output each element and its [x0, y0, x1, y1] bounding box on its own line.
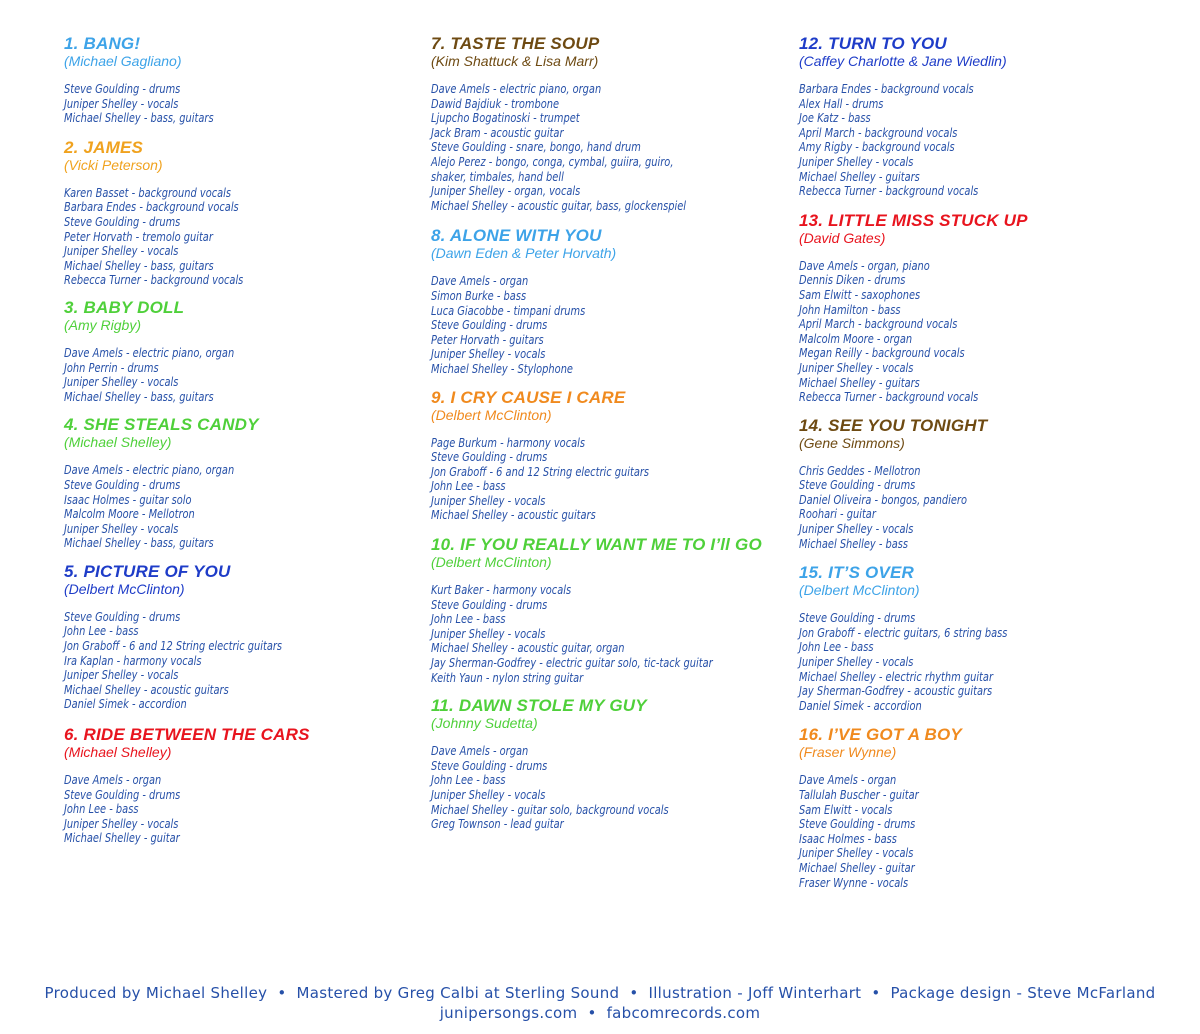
musician-credit: Steve Goulding - drums: [799, 611, 916, 626]
musician-credit: Michael Shelley - guitar: [64, 831, 180, 846]
track-writer: (Johnny Sudetta): [431, 715, 538, 732]
musician-credit: Alex Hall - drums: [799, 96, 884, 111]
musician-credit: Karen Basset - background vocals: [64, 185, 232, 200]
musician-credit: Daniel Simek - accordion: [64, 697, 187, 712]
musician-credit: Michael Shelley - bass, guitars: [64, 111, 214, 126]
track-block: [64, 34, 330, 126]
musician-credit: Jay Sherman-Godfrey - acoustic guitars: [799, 684, 993, 699]
musician-credit: Joe Katz - bass: [799, 111, 871, 126]
track-title: 5. PICTURE OF YOU: [64, 561, 231, 581]
track-writer: (Michael Shelley): [64, 744, 172, 761]
track-title: 4. SHE STEALS CANDY: [64, 415, 259, 435]
track-block: [431, 226, 774, 376]
track-title: 2. JAMES: [64, 137, 144, 157]
musician-credit: Dave Amels - organ: [799, 773, 897, 788]
musician-credit: Juniper Shelley - vocals: [431, 626, 546, 641]
footer-separator: •: [871, 984, 881, 1002]
track-writer: (Michael Shelley): [64, 434, 172, 451]
musician-credit: Luca Giacobbe - timpani drums: [431, 303, 586, 318]
musician-credit: Ljupcho Bogatinoski - trumpet: [431, 111, 580, 126]
musician-credit: Michael Shelley - guitars: [799, 375, 920, 390]
musician-credit: John Lee - bass: [799, 640, 874, 655]
musician-credit: Greg Townson - lead guitar: [431, 817, 564, 832]
musician-credit: Michael Shelley - acoustic guitars: [64, 682, 229, 697]
musician-credit: Kurt Baker - harmony vocals: [431, 583, 572, 598]
track-block: [431, 388, 774, 524]
track-block: [64, 298, 330, 404]
musician-credit: Juniper Shelley - vocals: [431, 788, 546, 802]
track-writer: (Delbert McClinton): [431, 554, 552, 571]
musician-credit: Juniper Shelley - vocals: [799, 655, 914, 670]
track-block: [799, 725, 1053, 890]
track-writer: (Gene Simmons): [799, 434, 905, 451]
track-block: [799, 211, 1053, 405]
musician-credit: John Lee - bass: [431, 479, 506, 494]
track-writer: (Michael Gagliano): [64, 53, 182, 69]
musician-credit: Malcolm Moore - organ: [799, 331, 913, 346]
musician-credit: April March - background vocals: [799, 125, 958, 140]
musician-credit: Juniper Shelley - vocals: [799, 522, 914, 537]
musician-credit: Isaac Holmes - bass: [799, 831, 897, 846]
musician-credit: Dawid Bajdiuk - trombone: [431, 96, 560, 111]
musician-credit: Juniper Shelley - vocals: [431, 347, 546, 362]
musician-credit: April March - background vocals: [799, 317, 958, 332]
musician-credit: Dave Amels - organ: [64, 773, 162, 788]
musician-credit: Dennis Diken - drums: [799, 273, 906, 288]
track-title: 12. TURN TO YOU: [799, 34, 947, 53]
musician-credit: Steve Goulding - drums: [64, 82, 181, 96]
musician-credit: Juniper Shelley - vocals: [64, 96, 179, 111]
musician-credit: Juniper Shelley - vocals: [799, 154, 914, 169]
musician-credit: Juniper Shelley - vocals: [64, 668, 179, 683]
footer-illustration: Illustration - Joff Winterhart: [648, 984, 862, 1002]
musician-credit: Fraser Wynne - vocals: [799, 875, 909, 890]
musician-credit: Michael Shelley - Stylophone: [431, 361, 573, 376]
musician-credit: Roohari - guitar: [799, 507, 876, 522]
musician-credit: John Lee - bass: [64, 802, 139, 817]
footer-mastered: Mastered by Greg Calbi at Sterling Sound: [296, 984, 620, 1002]
track-writer: (Kim Shattuck & Lisa Marr): [431, 53, 599, 69]
track-block: [799, 416, 1053, 552]
track-title: 11. DAWN STOLE MY GUY: [431, 696, 647, 716]
musician-credit: Jack Bram - acoustic guitar: [431, 125, 564, 140]
musician-credit: Juniper Shelley - organ, vocals: [431, 184, 581, 199]
musician-credit: Alejo Perez - bongo, conga, cymbal, guiira, guiro,: [431, 154, 674, 169]
track-block: [64, 138, 330, 288]
track-title: 13. LITTLE MISS STUCK UP: [799, 210, 1028, 230]
musician-credit: Steve Goulding - drums: [64, 214, 181, 229]
musician-credit: Michael Shelley - acoustic guitars: [431, 508, 596, 523]
track-writer: (Caffey Charlotte & Jane Wiedlin): [799, 53, 1007, 69]
track-block: [799, 34, 1053, 199]
musician-credit: Juniper Shelley - vocals: [64, 375, 179, 390]
musician-credit: Daniel Simek - accordion: [799, 698, 922, 713]
column-2: [431, 34, 774, 832]
track-title: 9. I CRY CAUSE I CARE: [431, 387, 626, 407]
musician-credit: Steve Goulding - drums: [64, 609, 181, 624]
musician-credit: John Hamilton - bass: [799, 302, 901, 317]
musician-credit: Megan Reilly - background vocals: [799, 346, 965, 361]
musician-credit: John Perrin - drums: [64, 360, 159, 375]
musician-credit: Dave Amels - electric piano, organ: [431, 82, 602, 96]
musician-credit: Peter Horvath - guitars: [431, 332, 544, 347]
musician-credit: Tallulah Buscher - guitar: [799, 788, 919, 802]
track-title: 6. RIDE BETWEEN THE CARS: [64, 725, 310, 745]
musician-credit: Steve Goulding - drums: [64, 477, 181, 492]
musician-credit: Ira Kaplan - harmony vocals: [64, 653, 202, 668]
musician-credit: Dave Amels - organ, piano: [799, 258, 930, 273]
musician-credit: Michael Shelley - bass: [799, 536, 909, 551]
musician-credit: Michael Shelley - guitars: [799, 169, 920, 184]
musician-credit: Michael Shelley - acoustic guitar, organ: [431, 641, 625, 656]
track-block: [64, 562, 330, 712]
footer-package: Package design - Steve McFarland: [890, 984, 1156, 1002]
musician-credit: Steve Goulding - snare, bongo, hand drum: [431, 140, 641, 155]
musician-credit: Steve Goulding - drums: [431, 318, 548, 333]
musician-credit: Michael Shelley - guitar solo, background vocals: [431, 802, 669, 817]
musician-credit: Michael Shelley - bass, guitars: [64, 389, 214, 404]
track-title: 7. TASTE THE SOUP: [431, 34, 600, 53]
musician-credit: Michael Shelley - electric rhythm guitar: [799, 669, 993, 684]
footer-websites: [0, 1003, 1200, 1023]
musician-credit: Rebecca Turner - background vocals: [799, 390, 979, 405]
track-writer: (Delbert McClinton): [799, 582, 920, 599]
track-title: 3. BABY DOLL: [64, 297, 185, 317]
musician-credit: Michael Shelley - acoustic guitar, bass, glockenspiel: [431, 198, 687, 213]
track-title: 10. IF YOU REALLY WANT ME TO I’ll GO: [431, 535, 762, 555]
track-title: 15. IT’S OVER: [799, 563, 915, 583]
musician-credit: Sam Elwitt - vocals: [799, 802, 893, 817]
track-block: [64, 725, 330, 846]
musician-credit: Jon Graboff - electric guitars, 6 string bass: [799, 625, 1008, 640]
footer-site-juniper[interactable]: junipersongs.com: [439, 1004, 578, 1022]
musician-credit: John Lee - bass: [431, 612, 506, 627]
track-title: 16. I’VE GOT A BOY: [799, 725, 962, 745]
musician-credit: John Lee - bass: [431, 773, 506, 788]
musician-credit: Rebecca Turner - background vocals: [64, 273, 244, 288]
musician-credit: Dave Amels - electric piano, organ: [64, 345, 235, 360]
musician-credit: Juniper Shelley - vocals: [431, 493, 546, 508]
track-writer: (Delbert McClinton): [64, 580, 185, 597]
musician-credit: Steve Goulding - drums: [431, 597, 548, 612]
track-block: [64, 415, 330, 551]
track-block: [431, 696, 774, 832]
track-writer: (Dawn Eden & Peter Horvath): [431, 245, 617, 262]
track-writer: (David Gates): [799, 229, 886, 246]
musician-credit: Isaac Holmes - guitar solo: [64, 492, 192, 507]
musician-credit: Michael Shelley - guitar: [799, 860, 915, 875]
footer-credits: [0, 983, 1200, 1003]
musician-credit: Juniper Shelley - vocals: [799, 846, 914, 861]
musician-credit: Steve Goulding - drums: [799, 817, 916, 832]
musician-credit: Malcolm Moore - Mellotron: [64, 507, 195, 522]
musician-credit: Steve Goulding - drums: [64, 787, 181, 802]
musician-credit: Dave Amels - organ: [431, 274, 529, 289]
track-writer: (Amy Rigby): [64, 316, 142, 333]
musician-credit: Amy Rigby - background vocals: [799, 140, 955, 155]
musician-credit: Chris Geddes - Mellotron: [799, 463, 921, 478]
musician-credit: Jay Sherman-Godfrey - electric guitar solo, tic-tack guitar: [431, 656, 713, 671]
musician-credit: Michael Shelley - bass, guitars: [64, 536, 214, 551]
musician-credit: Dave Amels - organ: [431, 744, 529, 759]
track-writer: (Fraser Wynne): [799, 744, 897, 761]
column-3: [799, 34, 1053, 890]
musician-credit: shaker, timbales, hand bell: [431, 169, 564, 184]
footer-separator: •: [587, 1004, 597, 1022]
musician-credit: Juniper Shelley - vocals: [64, 816, 179, 831]
track-title: 1. BANG!: [64, 34, 141, 53]
musician-credit: Daniel Oliveira - bongos, pandiero: [799, 492, 967, 507]
musician-credit: Michael Shelley - bass, guitars: [64, 258, 214, 273]
musician-credit: Jon Graboff - 6 and 12 String electric guitars: [64, 639, 283, 654]
musician-credit: Simon Burke - bass: [431, 288, 527, 303]
musician-credit: Steve Goulding - drums: [799, 478, 916, 493]
musician-credit: Barbara Endes - background vocals: [799, 82, 974, 96]
track-block: [431, 34, 774, 213]
musician-credit: Juniper Shelley - vocals: [799, 360, 914, 375]
track-title: 8. ALONE WITH YOU: [431, 226, 602, 246]
musician-credit: Steve Goulding - drums: [431, 450, 548, 465]
musician-credit: Page Burkum - harmony vocals: [431, 435, 586, 450]
musician-credit: Dave Amels - electric piano, organ: [64, 463, 235, 478]
musician-credit: Rebecca Turner - background vocals: [799, 184, 979, 199]
musician-credit: Barbara Endes - background vocals: [64, 200, 239, 215]
track-writer: (Vicki Peterson): [64, 156, 163, 173]
musician-credit: Juniper Shelley - vocals: [64, 244, 179, 259]
track-title: 14. SEE YOU TONIGHT: [799, 415, 988, 435]
footer-produced: Produced by Michael Shelley: [44, 984, 268, 1002]
column-1: [64, 34, 330, 846]
musician-credit: John Lee - bass: [64, 624, 139, 639]
musician-credit: Keith Yaun - nylon string guitar: [431, 670, 584, 685]
footer-separator: •: [629, 984, 639, 1002]
musician-credit: Steve Goulding - drums: [431, 758, 548, 773]
track-block: [799, 563, 1053, 713]
track-writer: (Delbert McClinton): [431, 406, 552, 423]
footer-separator: •: [277, 984, 287, 1002]
footer-site-fabcom[interactable]: fabcomrecords.com: [606, 1004, 761, 1022]
musician-credit: Sam Elwitt - saxophones: [799, 287, 921, 302]
musician-credit: Jon Graboff - 6 and 12 String electric guitars: [431, 464, 650, 479]
track-block: [431, 535, 774, 685]
musician-credit: Peter Horvath - tremolo guitar: [64, 229, 213, 244]
musician-credit: Juniper Shelley - vocals: [64, 521, 179, 536]
